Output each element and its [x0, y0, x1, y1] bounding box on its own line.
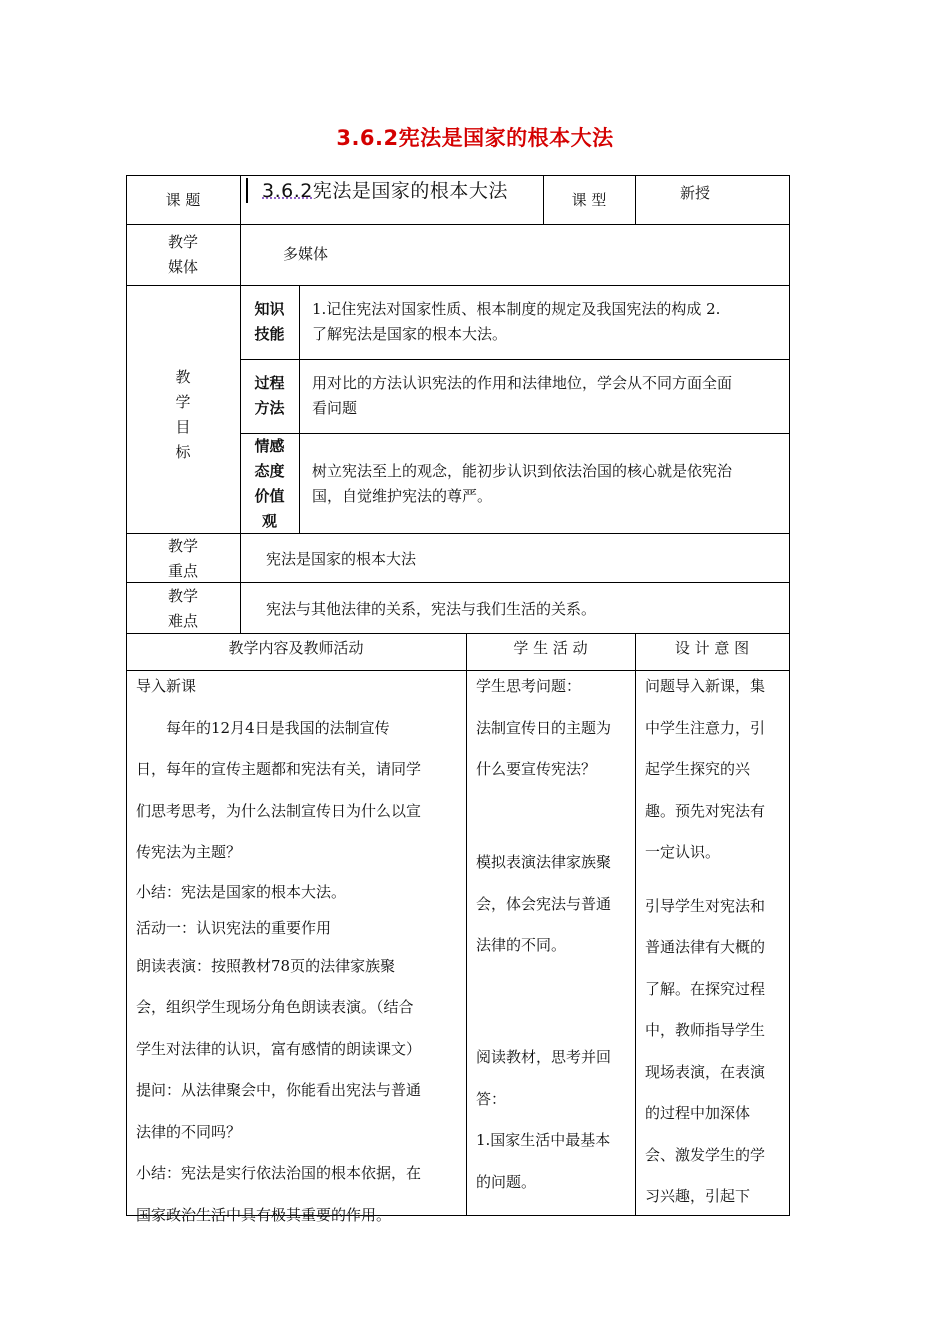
topic-value: 3.6.2宪法是国家的根本大法: [262, 180, 508, 202]
topic-label: 课 题: [165, 191, 201, 209]
teacher-activities: 导入新课 每年的12月4日是我国的法制宣传 日，每年的宣传主题都和宪法有关，请同学 们思考思考，为什么法制宣传日为什么以宣 传宪法为主题？ 小结：宪法是国家的根本大法。 活动一：认识宪法的重要作用 朗读表演：按照教材78页的法律家族聚 会，组织学生现场分角色朗读表演。（结合 学生对法律的认识，富有感情的朗读课文） 提问：从法律聚会中，你能看出宪法与普通 法律的不同吗？ 小结：宪法是实行依法治国的根本依据，在 国家政治生活中具有极其重要的作用。: [136, 677, 422, 1224]
process-text: 用对比的方法认识宪法的作用和法律地位，学会从不同方面全面 看问题: [312, 374, 733, 417]
document-title: 3.6.2宪法是国家的根本大法: [336, 126, 614, 150]
col-header-student: 学 生 活 动: [513, 639, 588, 657]
knowledge-label: 知识 技能: [254, 300, 285, 343]
type-value: 新授: [679, 184, 710, 202]
media-label: 教学 媒体: [167, 233, 198, 276]
emotion-label: 情感 态度 价值 观: [254, 437, 285, 530]
student-activities: 学生思考问题： 法制宣传日的主题为 什么要宣传宪法？ 模拟表演法律家族聚 会，体会宪法与普通 法律的不同。 阅读教材，思考并回 答： 1.国家生活中最基本 的问题。: [476, 677, 612, 1191]
col-header-teacher: 教学内容及教师活动: [228, 639, 364, 657]
process-label: 过程 方法: [254, 374, 285, 417]
emotion-text: 树立宪法至上的观念，能初步认识到依法治国的核心就是依宪治 国，自觉维护宪法的尊严。: [312, 462, 733, 505]
media-value: 多媒体: [283, 245, 329, 263]
difficulty-label: 教学 难点: [167, 587, 198, 630]
difficulty-value: 宪法与其他法律的关系，宪法与我们生活的关系。: [266, 600, 597, 618]
focus-label: 教学 重点: [167, 537, 198, 580]
type-label: 课 型: [571, 191, 607, 209]
col-header-design: 设 计 意 图: [674, 639, 750, 657]
design-intent: 问题导入新课，集 中学生注意力，引 起学生探究的兴 趣。预先对宪法有 一定认识。 引导学生对宪法和 普通法律有大概的 了解。在探究过程 中，教师指导学生 现场表演，在表演 的过程中加深体 会、激发学生的学 习兴趣，引起下: [645, 677, 766, 1205]
knowledge-text: 1.记住宪法对国家性质、根本制度的规定及我国宪法的构成 2. 了解宪法是国家的根本大法。: [312, 300, 721, 343]
focus-value: 宪法是国家的根本大法: [266, 550, 417, 568]
goals-label: 教 学 目 标: [175, 368, 191, 461]
